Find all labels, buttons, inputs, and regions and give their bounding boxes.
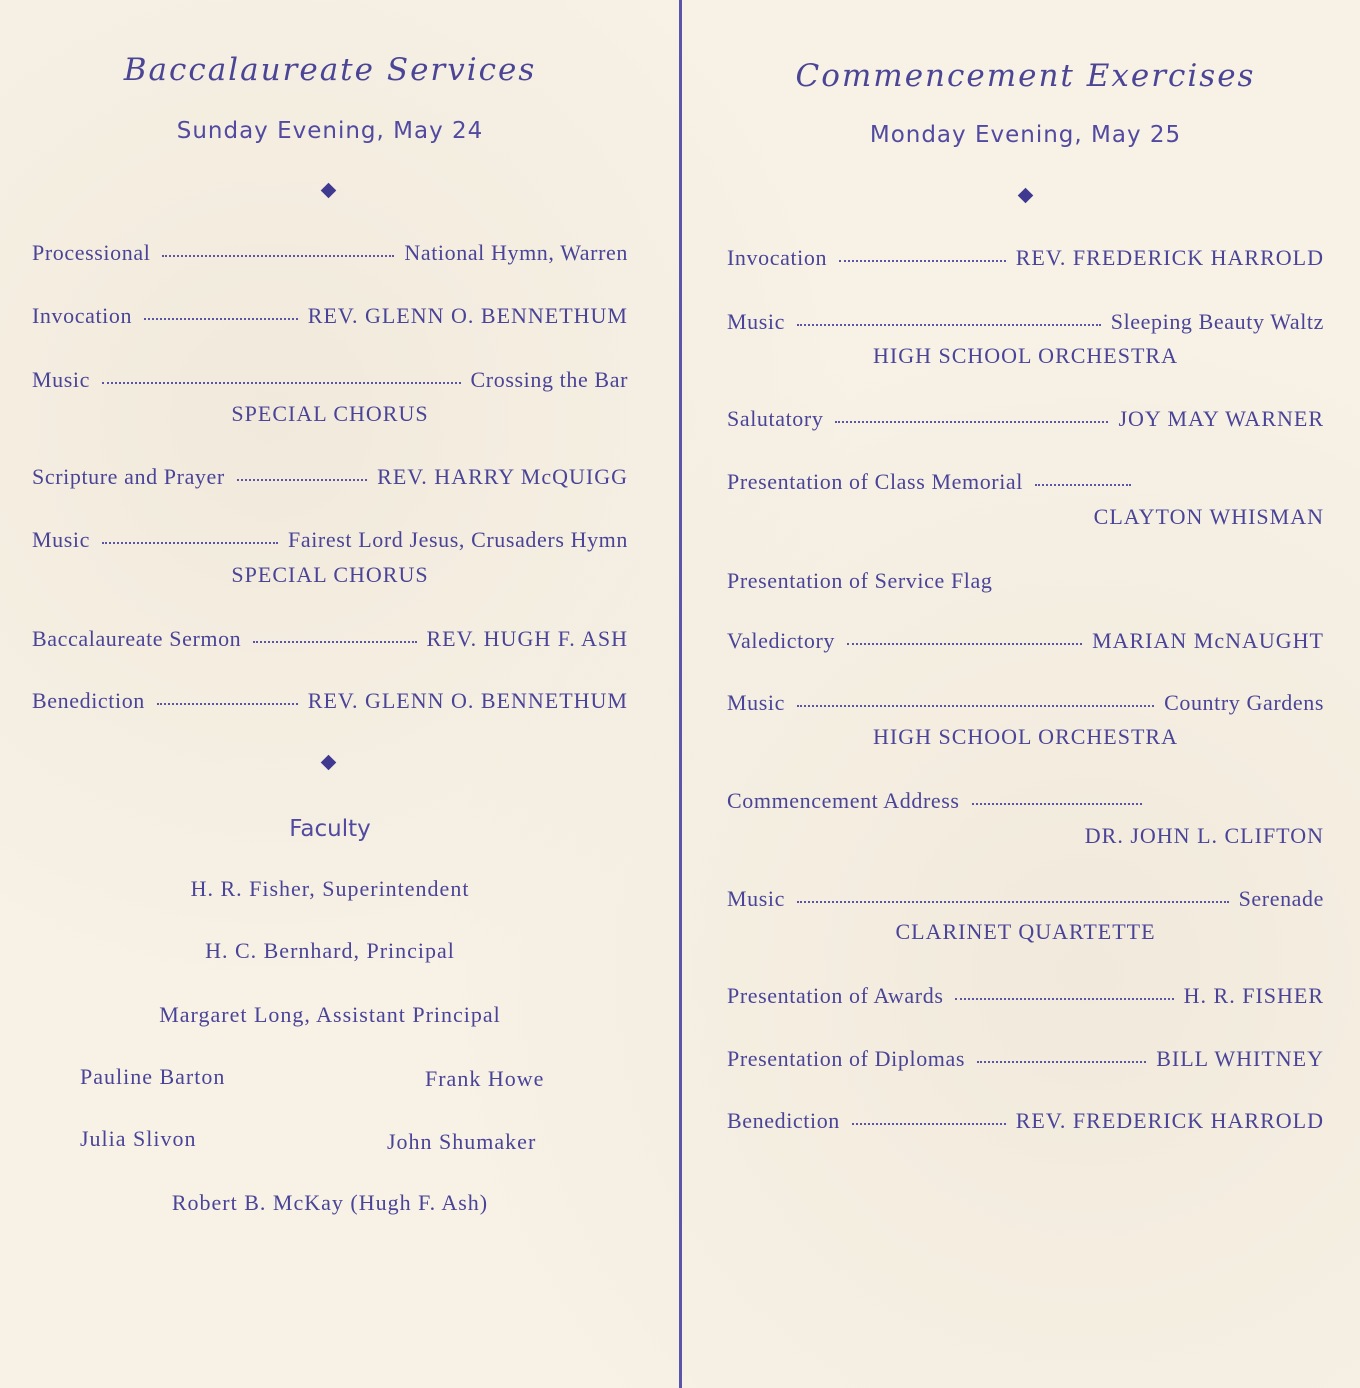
program-item (32, 240, 628, 266)
program-item (32, 303, 628, 329)
diamond-ornament-icon (321, 183, 337, 199)
commencement-title: Commencement Exercises (795, 58, 1256, 94)
program-item-value: BILL WHITNEY (1156, 1046, 1324, 1071)
leader-dots (237, 479, 367, 481)
program-item (727, 983, 1324, 1009)
diamond-ornament-icon (321, 755, 337, 771)
program-item-value: REV. GLENN O. BENNETHUM (307, 688, 628, 713)
program-item-label: Scripture and Prayer (32, 464, 225, 489)
program-item-label: Presentation of Service Flag (727, 568, 993, 593)
leader-dots (253, 641, 416, 643)
program-item-label: Invocation (32, 303, 133, 328)
faculty-heading: Faculty (289, 816, 371, 842)
program-item (727, 886, 1324, 912)
program-item-value: Sleeping Beauty Waltz (1110, 309, 1324, 334)
leader-dots (852, 1123, 1006, 1125)
program-item (727, 628, 1324, 654)
program-item-performer: CLARINET QUARTETTE (895, 919, 1156, 944)
program-item-value: MARIAN McNAUGHT (1092, 628, 1324, 653)
program-item (32, 464, 628, 490)
program-item-performer: SPECIAL CHORUS (231, 562, 429, 587)
program-item-value: Country Gardens (1164, 690, 1324, 715)
baccalaureate-title: Baccalaureate Services (123, 52, 537, 88)
faculty-member: Margaret Long, Assistant Principal (159, 1002, 501, 1027)
program-item (32, 688, 628, 714)
faculty-member: H. R. Fisher, Superintendent (190, 876, 470, 901)
program-item-label: Benediction (727, 1108, 840, 1133)
program-item (32, 527, 628, 553)
leader-dots (102, 542, 278, 544)
program-item (727, 568, 1324, 594)
diamond-ornament-icon (1018, 188, 1034, 204)
leader-dots (162, 255, 394, 257)
program-item-performer: HIGH SCHOOL ORCHESTRA (873, 343, 1178, 368)
program-item (727, 1046, 1324, 1072)
leader-dots (797, 324, 1101, 326)
program-item (32, 367, 628, 393)
faculty-member: Pauline Barton (80, 1064, 226, 1089)
program-item-performer: SPECIAL CHORUS (231, 401, 429, 426)
leader-dots (839, 260, 1006, 262)
program-item-value: REV. GLENN O. BENNETHUM (307, 303, 628, 328)
program-item-label: Invocation (727, 245, 828, 270)
faculty-member: Julia Slivon (80, 1126, 197, 1151)
program-item-label: Presentation of Diplomas (727, 1046, 966, 1071)
leader-dots (797, 705, 1154, 707)
leader-dots (977, 1061, 1146, 1063)
program-item-value: JOY MAY WARNER (1118, 406, 1324, 431)
program-item-performer: HIGH SCHOOL ORCHESTRA (873, 724, 1178, 749)
program-item-label: Presentation of Awards (727, 983, 944, 1008)
commencement-date: Monday Evening, May 25 (869, 122, 1182, 148)
program-item-label: Music (727, 309, 785, 334)
program-item-value: CLAYTON WHISMAN (1093, 504, 1324, 529)
program-item-value: REV. FREDERICK HARROLD (1015, 245, 1324, 270)
program-item-value: H. R. FISHER (1183, 983, 1324, 1008)
program-item-value: Crossing the Bar (470, 367, 628, 392)
leader-dots (157, 703, 298, 705)
program-item (727, 245, 1324, 271)
program-item (727, 788, 1324, 814)
faculty-member: H. C. Bernhard, Principal (205, 938, 455, 963)
program-item-label: Processional (32, 240, 151, 265)
leader-dots (847, 643, 1082, 645)
program-item-label: Music (32, 367, 90, 392)
faculty-member: Frank Howe (425, 1066, 545, 1091)
leader-dots (144, 318, 298, 320)
program-item-value: Fairest Lord Jesus, Crusaders Hymn (288, 527, 628, 552)
program-item-label: Valedictory (727, 628, 836, 653)
program-item-label: Music (32, 527, 90, 552)
leader-dots (102, 382, 461, 384)
program-item-value: National Hymn, Warren (404, 240, 628, 265)
program-item (727, 1108, 1324, 1134)
program-item-label: Baccalaureate Sermon (32, 626, 242, 651)
baccalaureate-date: Sunday Evening, May 24 (176, 118, 484, 144)
program-item-label: Music (727, 886, 785, 911)
program-item-label: Music (727, 690, 785, 715)
leader-dots (955, 998, 1173, 1000)
program-item (727, 469, 1324, 495)
leader-dots (972, 803, 1142, 805)
program-item-value: REV. FREDERICK HARROLD (1015, 1108, 1324, 1133)
program-item-value: Serenade (1238, 886, 1324, 911)
program-item-label: Benediction (32, 688, 145, 713)
program-item-value: REV. HUGH F. ASH (426, 626, 628, 651)
program-item-value: REV. HARRY McQUIGG (377, 464, 628, 489)
program-item (727, 309, 1324, 335)
faculty-member: John Shumaker (387, 1129, 537, 1154)
program-item-label: Commencement Address (727, 788, 960, 813)
leader-dots (835, 421, 1108, 423)
program-item-label: Presentation of Class Memorial (727, 469, 1024, 494)
program-item-value: DR. JOHN L. CLIFTON (1084, 823, 1324, 848)
program-item-label: Salutatory (727, 406, 824, 431)
program-item (32, 626, 628, 652)
faculty-member: Robert B. McKay (Hugh F. Ash) (171, 1190, 489, 1215)
program-item (727, 406, 1324, 432)
program-item (727, 690, 1324, 716)
center-fold-line (679, 0, 682, 1388)
leader-dots (1035, 484, 1131, 486)
leader-dots (797, 901, 1229, 903)
